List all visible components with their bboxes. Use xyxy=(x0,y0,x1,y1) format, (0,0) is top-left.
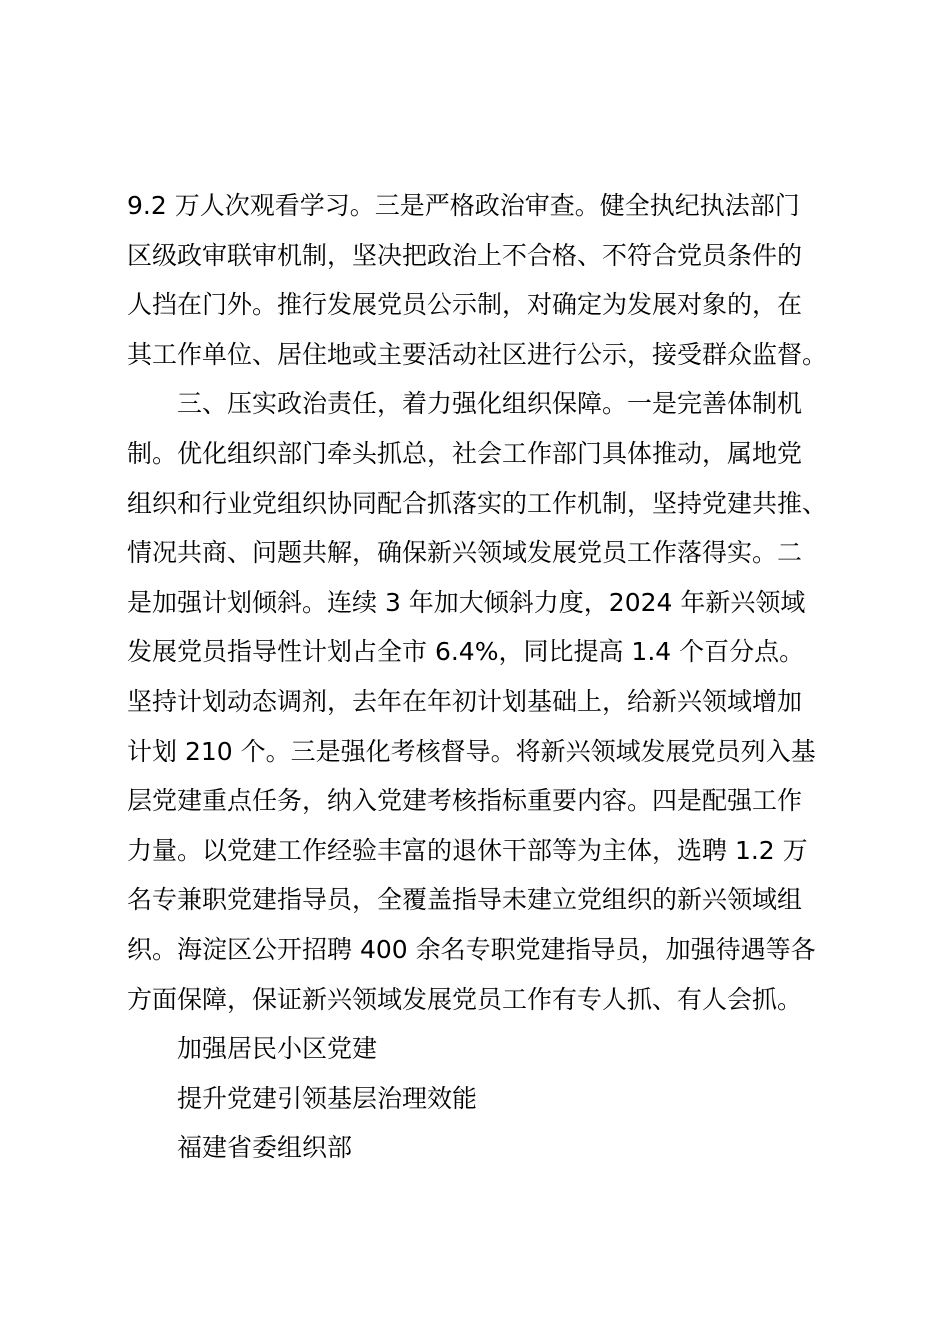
paragraph-line: 情况共商、问题共解，确保新兴领域发展党员工作落得实。二 xyxy=(127,538,803,568)
paragraph-line: 层党建重点任务，纳入党建考核指标重要内容。四是配强工作 xyxy=(127,786,803,816)
paragraph-line: 9.2 万人次观看学习。三是严格政治审查。健全执纪执法部门 xyxy=(127,191,800,220)
paragraph-line: 其工作单位、居住地或主要活动社区进行公示，接受群众监督。 xyxy=(127,339,828,369)
article-title-line: 加强居民小区党建 xyxy=(177,1034,378,1064)
paragraph-line: 织。海淀区公开招聘 400 余名专职党建指导员，加强待遇等各 xyxy=(127,934,816,964)
paragraph-line: 名专兼职党建指导员，全覆盖指导未建立党组织的新兴领域组 xyxy=(127,885,803,915)
paragraph-line: 人挡在门外。推行发展党员公示制，对确定为发展对象的，在 xyxy=(127,290,803,320)
paragraph-line: 区级政审联审机制，坚决把政治上不合格、不符合党员条件的 xyxy=(127,240,803,270)
paragraph-line: 组织和行业党组织协同配合抓落实的工作机制，坚持党建共推、 xyxy=(127,488,828,518)
paragraph-line: 是加强计划倾斜。连续 3 年加大倾斜力度，2024 年新兴领域 xyxy=(127,587,806,617)
paragraph-line: 力量。以党建工作经验丰富的退休干部等为主体，选聘 1.2 万 xyxy=(127,835,808,865)
section-heading-line: 三、压实政治责任，着力强化组织保障。一是完善体制机 xyxy=(177,389,803,419)
paragraph-line: 计划 210 个。三是强化考核督导。将新兴领域发展党员列入基 xyxy=(127,736,816,766)
paragraph-line: 方面保障，保证新兴领域发展党员工作有专人抓、有人会抓。 xyxy=(127,984,803,1014)
paragraph-line: 发展党员指导性计划占全市 6.4%，同比提高 1.4 个百分点。 xyxy=(127,637,805,667)
paragraph-line: 坚持计划动态调剂，去年在年初计划基础上，给新兴领域增加 xyxy=(127,686,803,716)
document-body xyxy=(127,181,847,1173)
author-organization-line: 福建省委组织部 xyxy=(177,1133,353,1163)
paragraph-line: 制。优化组织部门牵头抓总，社会工作部门具体推动，属地党 xyxy=(127,438,803,468)
article-subtitle-line: 提升党建引领基层治理效能 xyxy=(177,1083,478,1113)
